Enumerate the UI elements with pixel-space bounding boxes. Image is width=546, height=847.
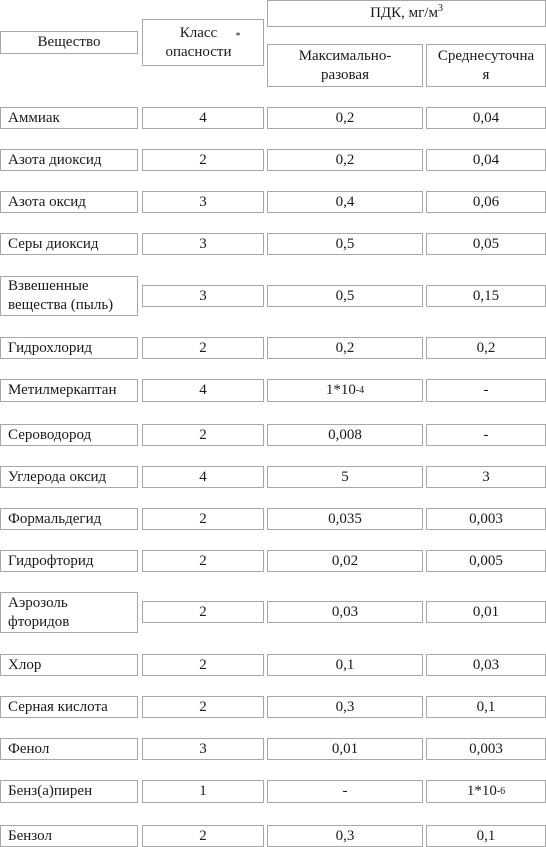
daily-avg-cell: 0,06 bbox=[426, 191, 546, 213]
daily-avg-cell: 0,15 bbox=[426, 285, 546, 307]
daily-avg-cell: 0,04 bbox=[426, 107, 546, 129]
max-single-cell: - bbox=[267, 780, 423, 803]
daily-avg-cell: 0,003 bbox=[426, 508, 546, 530]
daily-avg-cell: 0,1 bbox=[426, 696, 546, 718]
substance-cell: Сероводород bbox=[0, 424, 138, 446]
max-single-cell: 0,4 bbox=[267, 191, 423, 213]
max-single-cell: 0,2 bbox=[267, 337, 423, 359]
header-daily-avg: Среднесуточна я bbox=[426, 44, 546, 87]
daily-avg-cell: 3 bbox=[426, 466, 546, 488]
max-single-cell: 1*10 -4 bbox=[267, 379, 423, 402]
header-hazard-class-label: Класс опасности bbox=[165, 24, 232, 60]
hazard-class-cell: 4 bbox=[142, 379, 264, 402]
substance-cell: Формальдегид bbox=[0, 508, 138, 530]
daily-avg-cell: 0,04 bbox=[426, 149, 546, 171]
substance-cell: Серная кислота bbox=[0, 696, 138, 718]
daily-avg-cell: - bbox=[426, 424, 546, 446]
daily-avg-cell: 0,03 bbox=[426, 654, 546, 676]
header-hazard-class bbox=[142, 19, 264, 66]
substance-cell: Гидрофторид bbox=[0, 550, 138, 572]
header-max-single: Максимально- разовая bbox=[267, 44, 423, 87]
hazard-class-cell: 2 bbox=[142, 508, 264, 530]
daily-avg-cell: 0,003 bbox=[426, 738, 546, 760]
substance-cell: Хлор bbox=[0, 654, 138, 676]
hazard-class-cell: 2 bbox=[142, 825, 264, 847]
max-single-cell: 0,008 bbox=[267, 424, 423, 446]
daily-avg-cell: 0,05 bbox=[426, 233, 546, 255]
hazard-class-cell: 3 bbox=[142, 233, 264, 255]
max-single-cell: 0,2 bbox=[267, 107, 423, 129]
daily-avg-cell: 1*10 -6 bbox=[426, 780, 546, 803]
hazard-class-cell: 2 bbox=[142, 654, 264, 676]
hazard-class-cell: 2 bbox=[142, 550, 264, 572]
substance-cell: Взвешенные вещества (пыль) bbox=[0, 276, 138, 316]
substance-cell: Азота диоксид bbox=[0, 149, 138, 171]
daily-avg-cell: - bbox=[426, 379, 546, 402]
hazard-class-cell: 2 bbox=[142, 424, 264, 446]
substance-cell: Аэрозоль фторидов bbox=[0, 592, 138, 633]
max-single-cell: 0,5 bbox=[267, 233, 423, 255]
hazard-class-cell: 2 bbox=[142, 696, 264, 718]
daily-avg-cell: 0,01 bbox=[426, 601, 546, 623]
hazard-class-cell: 3 bbox=[142, 285, 264, 307]
max-single-cell: 0,1 bbox=[267, 654, 423, 676]
hazard-class-cell: 3 bbox=[142, 191, 264, 213]
max-single-cell: 0,5 bbox=[267, 285, 423, 307]
header-pdk-label: ПДК, $мг/м^3$ bbox=[370, 3, 443, 21]
daily-avg-cell: 0,2 bbox=[426, 337, 546, 359]
substance-cell: Бенз(а)пирен bbox=[0, 780, 138, 803]
hazard-class-cell: 2 bbox=[142, 337, 264, 359]
max-single-cell: 0,3 bbox=[267, 825, 423, 847]
max-single-cell: 0,2 bbox=[267, 149, 423, 171]
substance-cell: Фенол bbox=[0, 738, 138, 760]
max-single-cell: 0,02 bbox=[267, 550, 423, 572]
substance-cell: Аммиак bbox=[0, 107, 138, 129]
hazard-class-cell: 3 bbox=[142, 738, 264, 760]
max-single-cell: 0,01 bbox=[267, 738, 423, 760]
max-single-cell: 0,03 bbox=[267, 601, 423, 623]
hazard-class-cell: 1 bbox=[142, 780, 264, 803]
substance-cell: Серы диоксид bbox=[0, 233, 138, 255]
header-substance bbox=[0, 31, 138, 54]
hazard-class-cell: 4 bbox=[142, 107, 264, 129]
max-single-cell: 0,035 bbox=[267, 508, 423, 530]
hazard-class-cell: 4 bbox=[142, 466, 264, 488]
header-substance-label: Вещество bbox=[37, 34, 101, 50]
substance-cell: Гидрохлорид bbox=[0, 337, 138, 359]
header-pdk bbox=[267, 0, 546, 27]
header-hazard-footnote-mark: * bbox=[235, 31, 241, 42]
daily-avg-cell: 0,1 bbox=[426, 825, 546, 847]
daily-avg-cell: 0,005 bbox=[426, 550, 546, 572]
substance-cell: Азота оксид bbox=[0, 191, 138, 213]
substance-cell: Метилмеркаптан bbox=[0, 379, 138, 402]
substance-cell: Бензол bbox=[0, 825, 138, 847]
hazard-class-cell: 2 bbox=[142, 149, 264, 171]
max-single-cell: 0,3 bbox=[267, 696, 423, 718]
max-single-cell: 5 bbox=[267, 466, 423, 488]
hazard-class-cell: 2 bbox=[142, 601, 264, 623]
substance-cell: Углерода оксид bbox=[0, 466, 138, 488]
